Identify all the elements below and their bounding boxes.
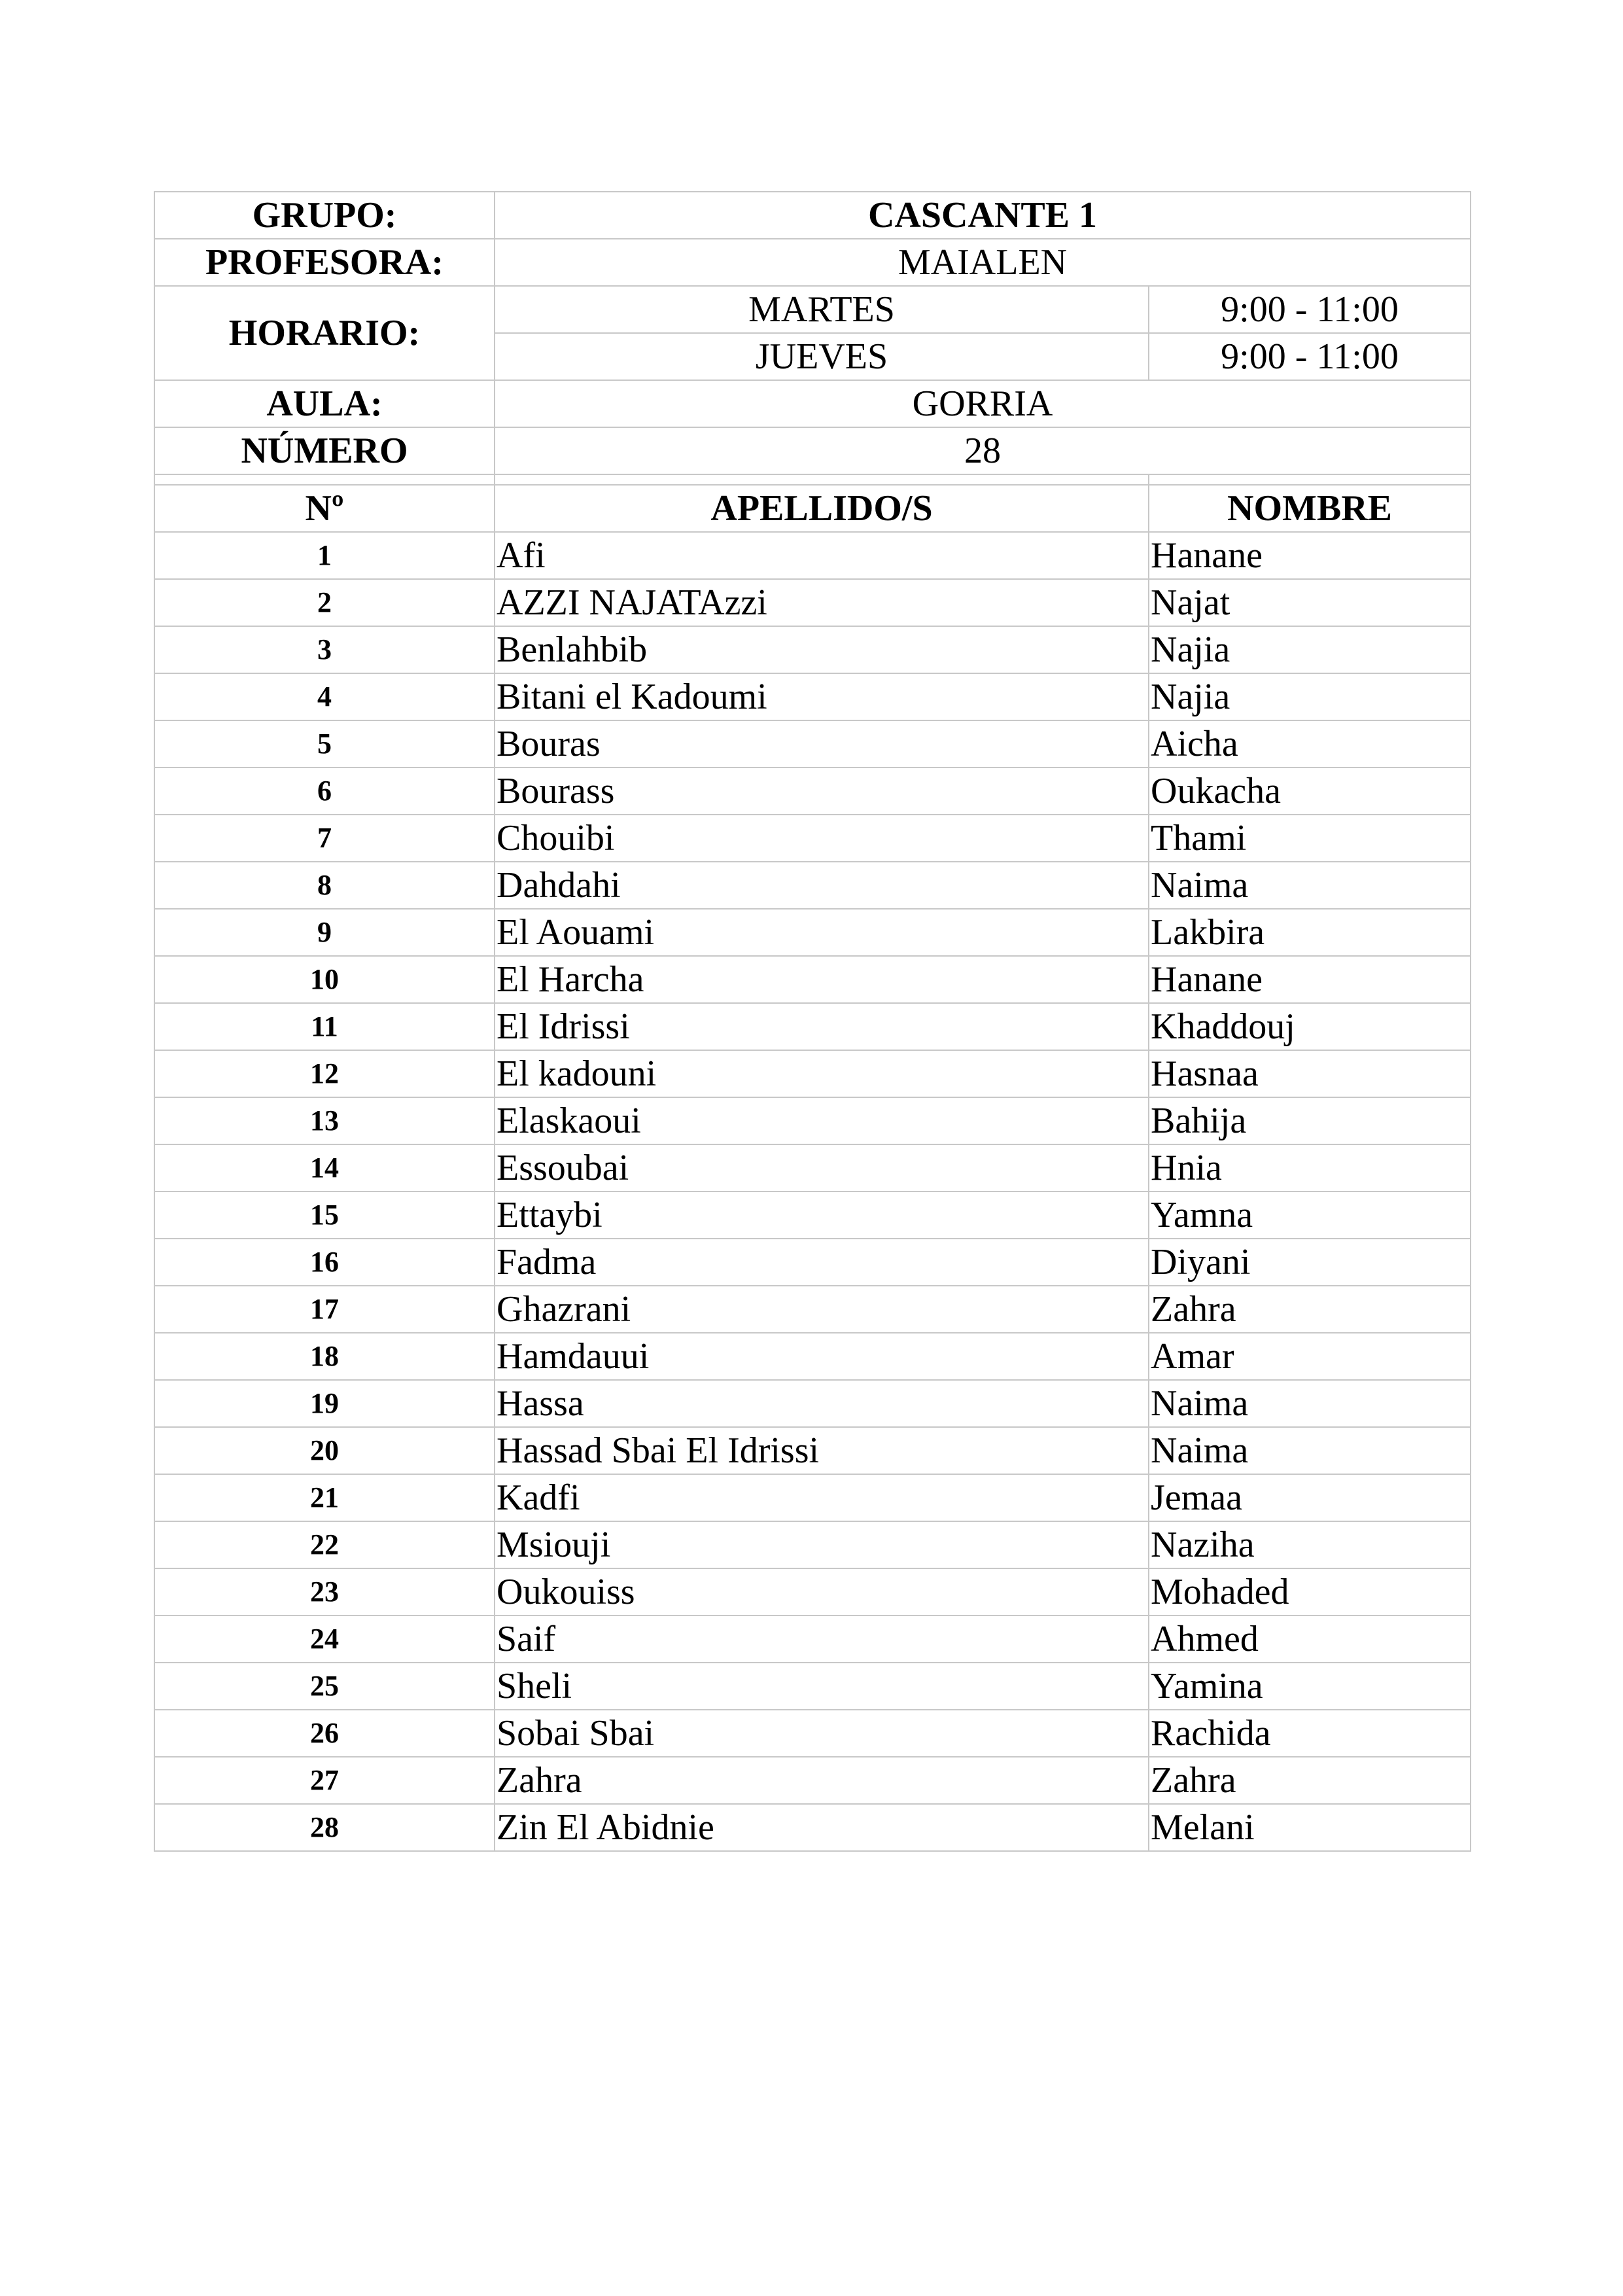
profesora-row	[154, 239, 1471, 286]
horario-row-1	[154, 286, 1471, 333]
table-row	[154, 626, 1471, 673]
row-number: 19	[154, 1380, 495, 1427]
grupo-label: GRUPO:	[154, 192, 495, 239]
table-row	[154, 1521, 1471, 1568]
row-number: 16	[154, 1239, 495, 1286]
row-nombre: Hnia	[1149, 1144, 1471, 1192]
table-row	[154, 1757, 1471, 1804]
roster-body	[154, 532, 1471, 1851]
horario-label: HORARIO:	[154, 286, 495, 380]
row-apellidos: Essoubai	[495, 1144, 1149, 1192]
row-apellidos: Elaskaoui	[495, 1097, 1149, 1144]
horario-time: 9:00 - 11:00	[1149, 286, 1471, 333]
horario-day: JUEVES	[495, 333, 1149, 380]
row-nombre: Najat	[1149, 579, 1471, 626]
row-number: 7	[154, 815, 495, 862]
row-nombre: Bahija	[1149, 1097, 1471, 1144]
row-number: 8	[154, 862, 495, 909]
row-number: 18	[154, 1333, 495, 1380]
row-number: 26	[154, 1710, 495, 1757]
row-apellidos: Bourass	[495, 768, 1149, 815]
row-number: 5	[154, 720, 495, 768]
row-apellidos: Ghazrani	[495, 1286, 1149, 1333]
row-nombre: Amar	[1149, 1333, 1471, 1380]
horario-time: 9:00 - 11:00	[1149, 333, 1471, 380]
row-nombre: Naima	[1149, 1427, 1471, 1474]
row-nombre: Zahra	[1149, 1757, 1471, 1804]
row-nombre: Zahra	[1149, 1286, 1471, 1333]
row-apellidos: Ettaybi	[495, 1192, 1149, 1239]
row-nombre: Najia	[1149, 626, 1471, 673]
horario-day: MARTES	[495, 286, 1149, 333]
row-apellidos: Afi	[495, 532, 1149, 579]
row-nombre: Najia	[1149, 673, 1471, 720]
table-row	[154, 1239, 1471, 1286]
row-nombre: Oukacha	[1149, 768, 1471, 815]
row-nombre: Naima	[1149, 862, 1471, 909]
table-row	[154, 1050, 1471, 1097]
table-row	[154, 1144, 1471, 1192]
table-row	[154, 1192, 1471, 1239]
row-apellidos: El Aouami	[495, 909, 1149, 956]
aula-row	[154, 380, 1471, 427]
row-number: 14	[154, 1144, 495, 1192]
row-nombre: Jemaa	[1149, 1474, 1471, 1521]
table-row	[154, 1474, 1471, 1521]
row-number: 13	[154, 1097, 495, 1144]
row-number: 20	[154, 1427, 495, 1474]
row-apellidos: Sobai Sbai	[495, 1710, 1149, 1757]
class-roster-sheet	[154, 191, 1470, 1852]
row-number: 3	[154, 626, 495, 673]
row-apellidos: El Idrissi	[495, 1003, 1149, 1050]
row-apellidos: Benlahbib	[495, 626, 1149, 673]
row-apellidos: Oukouiss	[495, 1568, 1149, 1616]
row-apellidos: Saif	[495, 1616, 1149, 1663]
table-row	[154, 1663, 1471, 1710]
table-row	[154, 579, 1471, 626]
row-apellidos: AZZI NAJATAzzi	[495, 579, 1149, 626]
row-number: 10	[154, 956, 495, 1003]
table-row	[154, 1427, 1471, 1474]
spacer-cell	[154, 474, 495, 485]
row-apellidos: Kadfi	[495, 1474, 1149, 1521]
row-nombre: Lakbira	[1149, 909, 1471, 956]
table-row	[154, 532, 1471, 579]
row-nombre: Yamina	[1149, 1663, 1471, 1710]
spacer-cell	[1149, 474, 1471, 485]
table-row	[154, 1286, 1471, 1333]
row-number: 15	[154, 1192, 495, 1239]
row-nombre: Khaddouj	[1149, 1003, 1471, 1050]
row-number: 17	[154, 1286, 495, 1333]
row-apellidos: Bitani el Kadoumi	[495, 673, 1149, 720]
header-table	[154, 191, 1471, 1852]
row-apellidos: Zin El Abidnie	[495, 1804, 1149, 1851]
row-number: 25	[154, 1663, 495, 1710]
aula-value: GORRIA	[495, 380, 1471, 427]
row-apellidos: Dahdahi	[495, 862, 1149, 909]
table-row	[154, 909, 1471, 956]
spacer-row	[154, 474, 1471, 485]
grupo-value: CASCANTE 1	[495, 192, 1471, 239]
row-apellidos: Fadma	[495, 1239, 1149, 1286]
row-nombre: Mohaded	[1149, 1568, 1471, 1616]
row-number: 9	[154, 909, 495, 956]
aula-label: AULA:	[154, 380, 495, 427]
row-nombre: Ahmed	[1149, 1616, 1471, 1663]
row-number: 1	[154, 532, 495, 579]
row-number: 12	[154, 1050, 495, 1097]
table-row	[154, 956, 1471, 1003]
row-number: 27	[154, 1757, 495, 1804]
table-row	[154, 1616, 1471, 1663]
row-number: 21	[154, 1474, 495, 1521]
table-row	[154, 720, 1471, 768]
row-number: 22	[154, 1521, 495, 1568]
row-number: 23	[154, 1568, 495, 1616]
table-row	[154, 1804, 1471, 1851]
column-header-nombre: NOMBRE	[1149, 485, 1471, 532]
table-row	[154, 768, 1471, 815]
row-apellidos: Hassa	[495, 1380, 1149, 1427]
table-row	[154, 1097, 1471, 1144]
row-nombre: Naziha	[1149, 1521, 1471, 1568]
table-row	[154, 1380, 1471, 1427]
row-nombre: Thami	[1149, 815, 1471, 862]
table-row	[154, 673, 1471, 720]
row-apellidos: El Harcha	[495, 956, 1149, 1003]
row-nombre: Diyani	[1149, 1239, 1471, 1286]
row-number: 24	[154, 1616, 495, 1663]
row-apellidos: El kadouni	[495, 1050, 1149, 1097]
column-header-row	[154, 485, 1471, 532]
table-row	[154, 862, 1471, 909]
spacer-cell	[495, 474, 1149, 485]
table-row	[154, 815, 1471, 862]
row-apellidos: Hamdauui	[495, 1333, 1149, 1380]
row-nombre: Rachida	[1149, 1710, 1471, 1757]
row-nombre: Yamna	[1149, 1192, 1471, 1239]
table-row	[154, 1003, 1471, 1050]
row-apellidos: Hassad Sbai El Idrissi	[495, 1427, 1149, 1474]
row-apellidos: Msiouji	[495, 1521, 1149, 1568]
row-nombre: Melani	[1149, 1804, 1471, 1851]
row-number: 28	[154, 1804, 495, 1851]
column-header-number: Nº	[154, 485, 495, 532]
profesora-value: MAIALEN	[495, 239, 1471, 286]
numero-row	[154, 427, 1471, 474]
table-row	[154, 1710, 1471, 1757]
row-nombre: Aicha	[1149, 720, 1471, 768]
numero-label: NÚMERO	[154, 427, 495, 474]
column-header-apellidos: APELLIDO/S	[495, 485, 1149, 532]
profesora-label: PROFESORA:	[154, 239, 495, 286]
row-apellidos: Bouras	[495, 720, 1149, 768]
numero-value: 28	[495, 427, 1471, 474]
table-row	[154, 1333, 1471, 1380]
row-apellidos: Chouibi	[495, 815, 1149, 862]
grupo-row	[154, 192, 1471, 239]
row-number: 4	[154, 673, 495, 720]
row-apellidos: Zahra	[495, 1757, 1149, 1804]
row-nombre: Naima	[1149, 1380, 1471, 1427]
row-number: 6	[154, 768, 495, 815]
row-nombre: Hasnaa	[1149, 1050, 1471, 1097]
table-row	[154, 1568, 1471, 1616]
row-nombre: Hanane	[1149, 532, 1471, 579]
row-nombre: Hanane	[1149, 956, 1471, 1003]
row-number: 11	[154, 1003, 495, 1050]
row-number: 2	[154, 579, 495, 626]
row-apellidos: Sheli	[495, 1663, 1149, 1710]
